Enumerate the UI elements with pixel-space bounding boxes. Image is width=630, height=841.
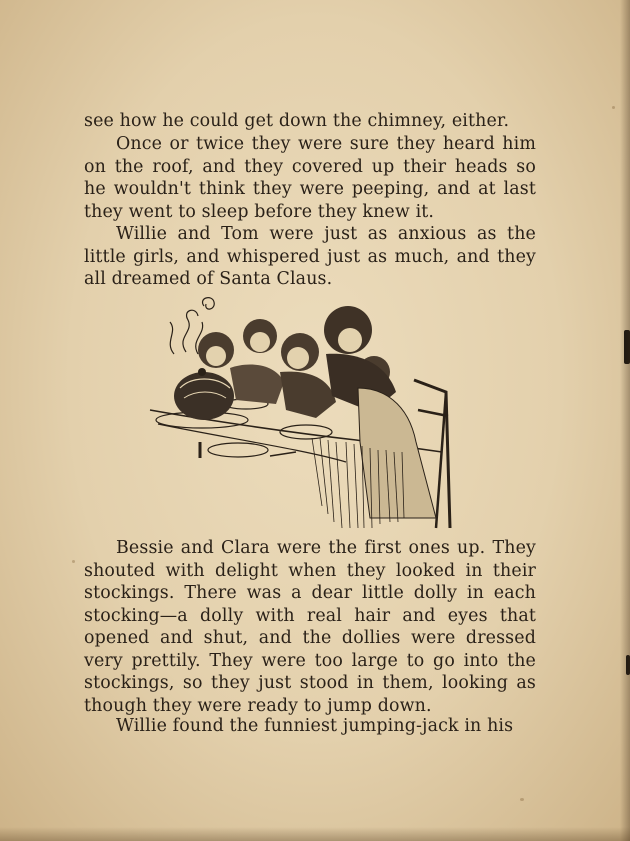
illustration-children-at-table bbox=[146, 292, 468, 530]
paper-speck bbox=[520, 798, 524, 801]
page-edge-shadow bbox=[620, 0, 630, 841]
page-bottom-shadow bbox=[0, 827, 630, 841]
paragraph-continuation: see how he could get down the chimney, either. bbox=[84, 111, 510, 131]
paragraph-willie-tom: Willie and Tom were just as anxious as the little girls, and whispered just as much, and they all dreamed of Santa Claus. bbox=[84, 224, 536, 289]
paragraph-roof: Once or twice they were sure they heard him on the roof, and they covered up their heads so he wouldn't think they were peeping, and at last they went to sleep before they knew it. bbox=[84, 134, 536, 222]
paragraph-bessie-clara: Bessie and Clara were the first ones up. They shouted with delight when they looked in their stockings. There was a dear little dolly in each stocking—a dolly with real hair and eyes that opened and shut, and the dollies were dressed very prettily. They were too large to go into the stockings, so they just stood in them, looking as though they were ready to jump down. bbox=[84, 538, 536, 716]
paper-speck bbox=[612, 106, 615, 109]
paragraph-willie-jumping-jack: Willie found the funniest jumping-jack in his bbox=[116, 716, 514, 736]
paper-speck bbox=[72, 560, 75, 563]
